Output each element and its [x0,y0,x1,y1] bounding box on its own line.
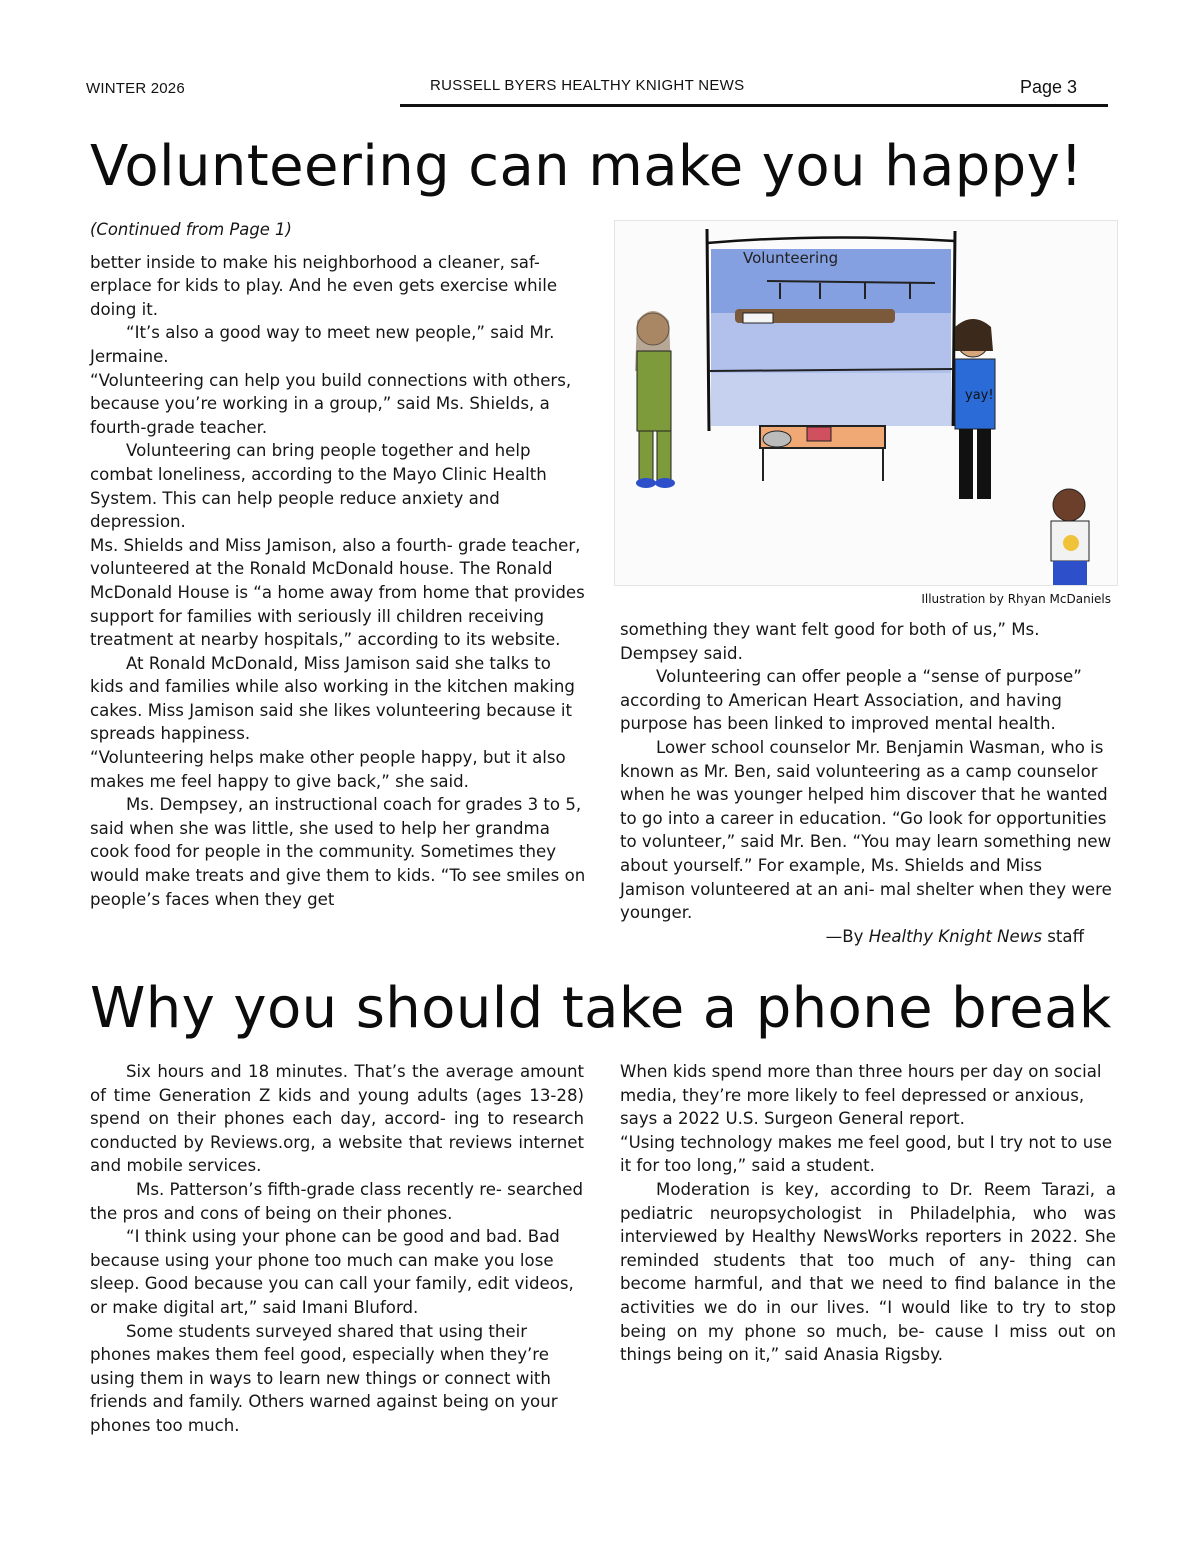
paragraph: When kids spend more than three hours per day on social media, they’re more likely to feel depressed or anxious, says a 2022 U.S. Surgeon General report. [620,1062,1102,1129]
header-rule [400,104,1108,107]
paragraph: “It’s also a good way to meet new people,” said Mr. Jermaine. [90,323,555,366]
illustration-drawing [615,221,1117,585]
article-column [620,1060,1116,1367]
sign-text: Volunteering [743,249,839,267]
byline [620,925,1112,949]
publication-name: RUSSELL BYERS HEALTHY KNIGHT NEWS [430,77,745,94]
byline-prefix: —By [825,926,869,946]
paragraph: Six hours and 18 minutes. That’s the average amount of time Generation Z kids and young adults (ages 13-28) spend on their phones each day, accord- ing to research conducted by Reviews.org, a website that reviews internet and mobile services. [90,1062,584,1176]
paragraph: Moderation is key, according to Dr. Reem Tarazi, a pediatric neuropsychologist in Philadelphia, who was interviewed by Healthy NewsWorks reporters in 2022. She reminded students that too much of any- thing can become harmful, and that we need to find balance in the activities we do in our lives. “I would like to try to stop being on my phone so much, be- cause I miss out on things being on it,” said Anasia Rigsby. [620,1179,1116,1365]
paragraph: Volunteering can offer people a “sense of purpose” according to American Heart Association, and having purpose has been linked to improved mental health. [620,667,1082,734]
page-number: Page 3 [1020,77,1078,97]
article-column [620,618,1112,948]
paragraph: “Volunteering helps make other people happy, but it also makes me feel happy to give back,” she said. [90,748,566,791]
paragraph: Ms. Patterson’s fifth-grade class recently re- searched the pros and cons of being on their phones. [90,1179,584,1223]
paragraph: Ms. Dempsey, an instructional coach for grades 3 to 5, said when she was little, she used to help her grandma cook food for people in the community. Sometimes they would make treats and give them to kids. “To see smiles on people’s faces when they get [90,795,586,909]
article-headline-phone-break: Why you should take a phone break [90,976,1112,1041]
paragraph: “Using technology makes me feel good, but I try not to use it for too long,” said a student. [620,1132,1113,1176]
illustration-caption: Illustration by Rhyan McDaniels [921,592,1111,606]
shirt-text: yay! [965,388,994,403]
paragraph: At Ronald McDonald, Miss Jamison said she talks to kids and families while also working in the kitchen making cakes. Miss Jamison said she likes volunteering because it spreads happiness. [90,653,575,744]
byline-suffix: staff [1041,926,1084,946]
continued-note: (Continued from Page 1) [90,220,292,239]
byline-publication: Healthy Knight News [868,926,1042,946]
volunteering-illustration [614,220,1118,586]
paragraph: Lower school counselor Mr. Benjamin Wasman, who is known as Mr. Ben, said volunteering as a camp counselor when he was younger helped him discover that he wanted to go into a career in education. “Go look for opportunities to volunteer,” said Mr. Ben. “You may learn something new about yourself.” For example, Ms. Shields and Miss Jamison volunteered at an ani- mal shelter when they were younger. [620,737,1112,923]
paragraph: Volunteering can bring people together and help combat loneliness, according to the Mayo Clinic Health System. This can help people reduce anxiety and depression. [90,441,547,532]
paragraph: “Volunteering can help you build connections with others, because you’re working in a group,” said Ms. Shields, a fourth-grade teacher. [90,370,572,437]
paragraph: better inside to make his neighborhood a cleaner, saf- erplace for kids to play. And he even gets exercise while doing it. [90,252,558,319]
article-column [90,218,586,911]
paragraph: Ms. Shields and Miss Jamison, also a fourth- grade teacher, volunteered at the Ronald McDonald house. The Ronald McDonald House is “a home away from home that provides support for families with seriously ill children receiving treatment at nearby hospitals,” according to its website. [90,535,585,650]
paragraph: something they want felt good for both of us,” Ms. Dempsey said. [620,620,1040,663]
article-headline-volunteering: Volunteering can make you happy! [90,134,1083,199]
article-column [90,1060,584,1438]
paragraph: “I think using your phone can be good and bad. Bad because using your phone too much can make you lose sleep. Good because you can call your family, edit videos, or make digital art,” said Imani Bluford. [90,1227,574,1317]
paragraph: Some students surveyed shared that using their phones makes them feel good, especially when they’re using them in ways to learn new things or connect with friends and family. Others warned against being on your phones too much. [90,1321,558,1435]
issue-date: WINTER 2026 [86,80,185,97]
